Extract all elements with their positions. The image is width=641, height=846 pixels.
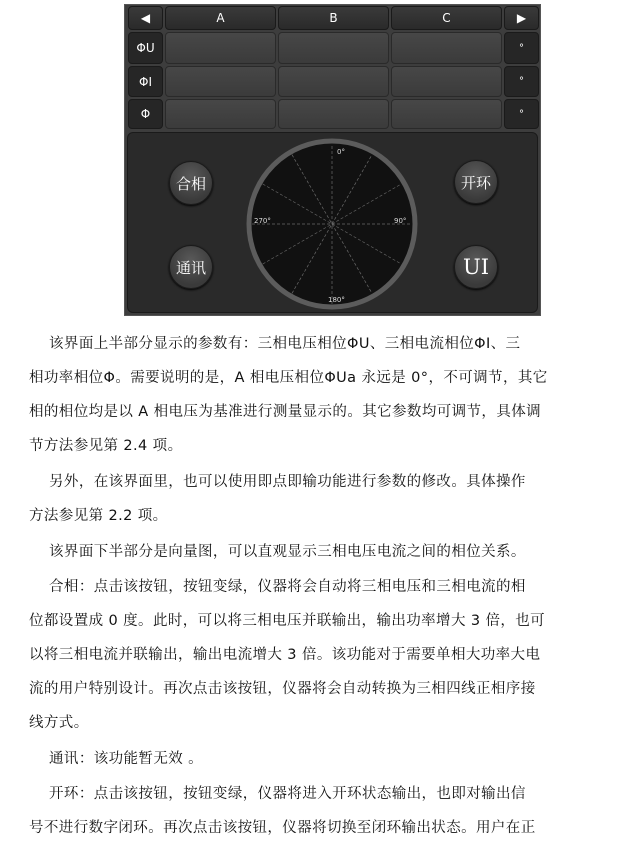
current-phase-unit: ° <box>504 66 539 97</box>
column-header-c: C <box>391 6 502 30</box>
current-phase-b-field[interactable] <box>278 66 389 97</box>
text-line: 线方式。 <box>29 715 89 731</box>
current-phase-c-field[interactable] <box>391 66 502 97</box>
paragraph-communication <box>29 742 611 776</box>
text-line: 位都设置成 0 度。此时，可以将三相电压并联输出，输出功率增大 3 倍，也可 <box>29 613 546 629</box>
paragraph-click-input <box>29 465 611 533</box>
voltage-phase-a-field[interactable] <box>165 32 276 64</box>
open-loop-button[interactable]: 开环 <box>454 160 498 204</box>
text-line: 通讯：该功能暂无效 。 <box>29 751 204 767</box>
prev-arrow-button[interactable]: ◀ <box>128 6 163 30</box>
phasor-label-right: 90° <box>394 217 407 225</box>
paragraph-combine-phase <box>29 570 611 740</box>
phasor-section <box>127 132 538 313</box>
power-phase-a-field[interactable] <box>165 99 276 129</box>
voltage-phase-unit: ° <box>504 32 539 64</box>
combine-phase-button[interactable]: 合相 <box>169 161 213 205</box>
power-phase-b-field[interactable] <box>278 99 389 129</box>
paragraph-open-loop <box>29 777 611 845</box>
text-line: 开环：点击该按钮，按钮变绿，仪器将进入开环状态输出，也即对输出信 <box>29 786 526 802</box>
paragraph-parameters <box>29 327 611 463</box>
row-label-power-phase: Φ <box>128 99 163 129</box>
power-phase-unit: ° <box>504 99 539 129</box>
text-line: 号不进行数字闭环。再次点击该按钮，仪器将切换至闭环输出状态。用户在正 <box>29 820 536 836</box>
phasor-diagram <box>244 136 420 312</box>
column-header-a: A <box>165 6 276 30</box>
paragraph-phasor <box>29 535 611 569</box>
phasor-label-top: 0° <box>337 148 345 156</box>
communication-button[interactable]: 通讯 <box>169 245 213 289</box>
text-line: 该界面下半部分是向量图，可以直观显示三相电压电流之间的相位关系。 <box>29 544 526 560</box>
row-label-voltage-phase: ΦU <box>128 32 163 64</box>
text-line: 流的用户特别设计。再次点击该按钮，仪器将会自动转换为三相四线正相序接 <box>29 681 536 697</box>
text-line: 合相：点击该按钮，按钮变绿，仪器将会自动将三相电压和三相电流的相 <box>29 579 526 595</box>
text-line: 节方法参见第 2.4 项。 <box>29 438 183 454</box>
text-line: 相功率相位Φ。需要说明的是，A 相电压相位ΦUa 永远是 0°，不可调节，其它 <box>29 370 548 386</box>
text-line: 方法参见第 2.2 项。 <box>29 508 168 524</box>
next-arrow-button[interactable]: ▶ <box>504 6 539 30</box>
voltage-phase-b-field[interactable] <box>278 32 389 64</box>
phasor-label-left: 270° <box>254 217 271 225</box>
instrument-panel <box>124 4 541 316</box>
column-header-b: B <box>278 6 389 30</box>
text-line: 另外，在该界面里，也可以使用即点即输功能进行参数的修改。具体操作 <box>29 474 526 490</box>
row-label-current-phase: ΦI <box>128 66 163 97</box>
phasor-label-bottom: 180° <box>328 296 345 304</box>
voltage-phase-c-field[interactable] <box>391 32 502 64</box>
ui-button[interactable]: UI <box>454 245 498 289</box>
current-phase-a-field[interactable] <box>165 66 276 97</box>
text-line: 相的相位均是以 A 相电压为基准进行测量显示的。其它参数均可调节，具体调 <box>29 404 542 420</box>
text-line: 该界面上半部分显示的参数有：三相电压相位ΦU、三相电流相位ΦI、三 <box>29 336 521 352</box>
text-line: 以将三相电流并联输出，输出电流增大 3 倍。该功能对于需要单相大功率大电 <box>29 647 541 663</box>
power-phase-c-field[interactable] <box>391 99 502 129</box>
